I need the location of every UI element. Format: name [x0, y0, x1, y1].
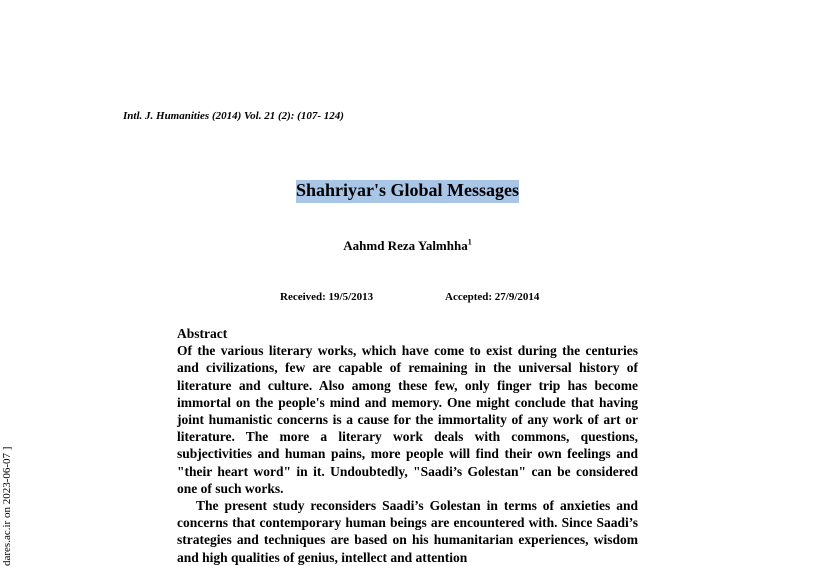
paper-title[interactable]: Shahriyar's Global Messages [296, 180, 519, 203]
dates-line [280, 291, 540, 303]
abstract-section [177, 325, 638, 566]
abstract-heading: Abstract [177, 326, 228, 341]
author-affiliation-mark: 1 [467, 237, 472, 247]
title-block [0, 180, 815, 203]
journal-citation: Intl. J. Humanities (2014) Vol. 21 (2): (107- 124) [123, 110, 344, 122]
author-name [343, 238, 471, 253]
accepted-date: Accepted: 27/9/2014 [445, 291, 540, 303]
author-block [0, 237, 815, 255]
margin-download-stamp: dares.ac.ir on 2023-06-07 ] [1, 446, 13, 566]
abstract-paragraph: The present study reconsiders Saadi’s Golestan in terms of anxieties and concerns that contemporary human beings are encountered with. Since Saadi’s strategies and techniques are based on his humanitarian experiences, wisdom and high qualities of genius, intellect and attention [177, 498, 638, 565]
abstract-paragraph: Of the various literary works, which have come to exist during the centuries and civilizations, few are capable of remaining in the universal history of literature and culture. Also among these few, only finger trip has become immortal on the people's mind and memory. One might conclude that having joint humanistic concerns is a cause for the immortality of any work of art or literature. The more a literary work deals with commons, questions, subjectivities and human pains, more people will find their own feelings and "their heart word" in it. Undoubtedly, "Saadi’s Golestan" can be considered one of such works. [177, 343, 638, 496]
received-date: Received: 19/5/2013 [280, 291, 374, 303]
author-text: Aahmd Reza Yalmhha [343, 238, 468, 253]
